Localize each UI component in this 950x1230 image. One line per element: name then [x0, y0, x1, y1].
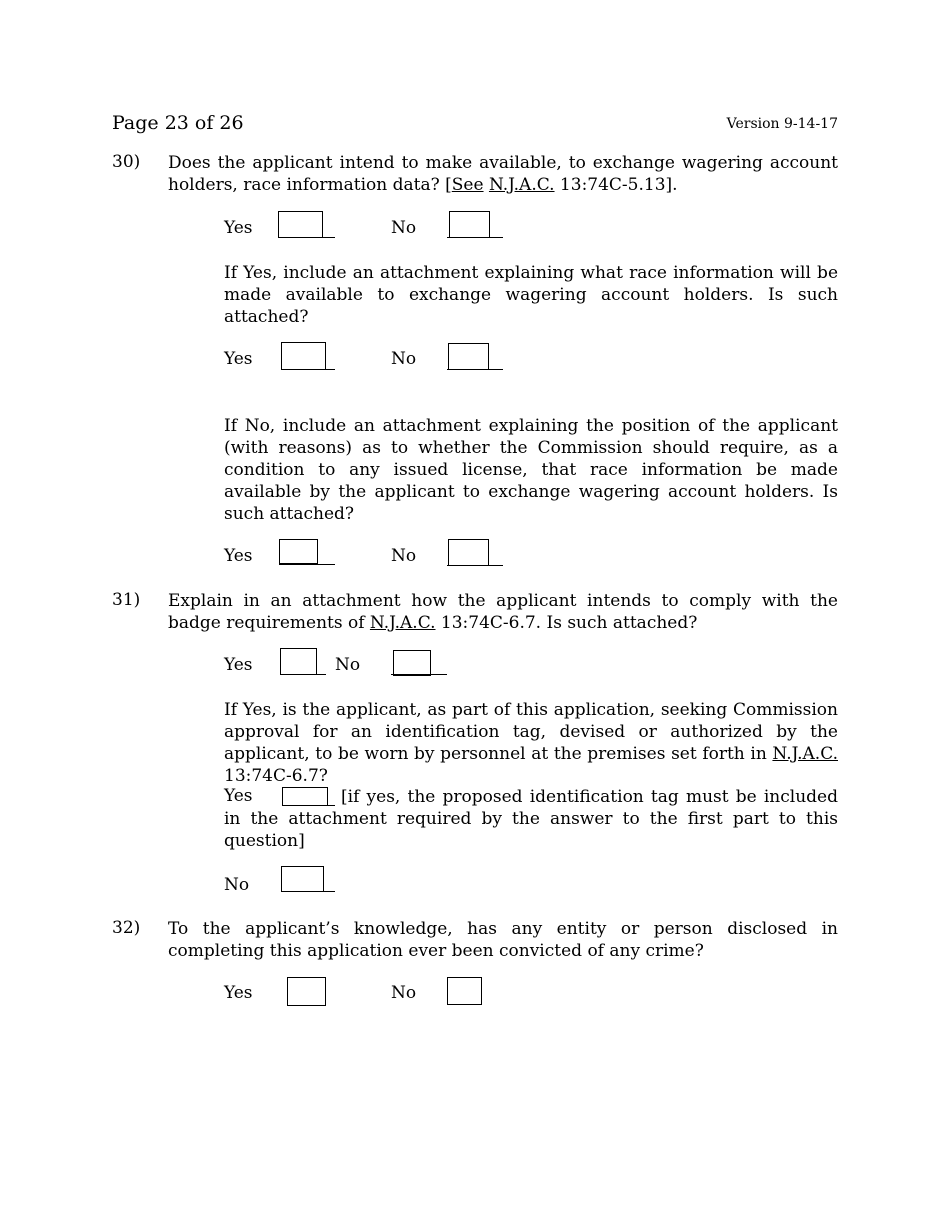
answer-underline — [447, 565, 503, 566]
q31-sub1-yes-label: Yes — [224, 786, 253, 806]
q31-yes-checkbox[interactable] — [280, 648, 317, 675]
q30-sub1-yes-label: Yes — [224, 349, 253, 369]
q31-no-checkbox[interactable] — [393, 650, 431, 676]
q30-sub2-yes-label: Yes — [224, 546, 253, 566]
answer-underline — [447, 237, 503, 238]
q31-yes-label: Yes — [224, 655, 253, 675]
q32-number: 32) — [112, 918, 141, 938]
q31-number: 31) — [112, 590, 141, 610]
answer-underline — [278, 237, 335, 238]
answer-underline — [279, 564, 335, 565]
q31-text: Explain in an attachment how the applicant intends to comply with the badge requirements of N.J.A.C. 13:74C-6.7. Is such attached? — [168, 591, 838, 633]
q30-sub2-yes-checkbox[interactable] — [279, 539, 318, 564]
answer-underline — [391, 674, 447, 675]
q30-yes-checkbox[interactable] — [278, 211, 323, 238]
q32-yes-label: Yes — [224, 983, 253, 1003]
q30-yes-label: Yes — [224, 218, 253, 238]
q31-sub1-no-checkbox[interactable] — [281, 866, 324, 892]
q32-no-checkbox[interactable] — [447, 977, 482, 1005]
version-label: Version 9-14-17 — [726, 116, 838, 132]
q32-no-label: No — [391, 983, 417, 1003]
q31-sub1-no-label: No — [224, 875, 250, 895]
q30-text: Does the applicant intend to make available, to exchange wagering account holders, race information data? [See N.J.A.C. 13:74C-5.13]. — [168, 153, 838, 195]
q31-yes-note: [if yes, the proposed identification tag must be included in the attachment required by the answer to the first part to this question] — [224, 787, 838, 851]
q31-no-label: No — [335, 655, 361, 675]
answer-underline — [447, 369, 503, 370]
answer-underline — [281, 369, 335, 370]
q30-sub2-text: If No, include an attachment explaining the position of the applicant (with reasons) as to whether the Commission should require, as a condition to any issued license, that race information be made available by the applicant to exchange wagering account holders. Is such attached? — [224, 416, 838, 524]
answer-underline — [280, 674, 326, 675]
q30-sub1-no-label: No — [391, 349, 417, 369]
q30-no-checkbox[interactable] — [449, 211, 490, 238]
q30-number: 30) — [112, 152, 141, 172]
q30-sub1-text: If Yes, include an attachment explaining what race information will be made available to exchange wagering account holders. Is such attached? — [224, 263, 838, 327]
page-number: Page 23 of 26 — [112, 112, 244, 134]
q30-sub2-no-checkbox[interactable] — [448, 539, 489, 566]
answer-underline — [281, 891, 335, 892]
q31-sub1-text: If Yes, is the applicant, as part of this application, seeking Commission approval for an identification tag, devised or authorized by the applicant, to be worn by personnel at the premises set forth in N.J.A.C. 13:74C-6.7? — [224, 700, 838, 786]
q32-text: To the applicant’s knowledge, has any entity or person disclosed in completing this application ever been convicted of any crime? — [168, 919, 838, 961]
q30-sub1-yes-checkbox[interactable] — [281, 342, 326, 370]
q30-no-label: No — [391, 218, 417, 238]
q32-yes-checkbox[interactable] — [287, 977, 326, 1006]
q30-sub1-no-checkbox[interactable] — [448, 343, 489, 370]
q30-sub2-no-label: No — [391, 546, 417, 566]
